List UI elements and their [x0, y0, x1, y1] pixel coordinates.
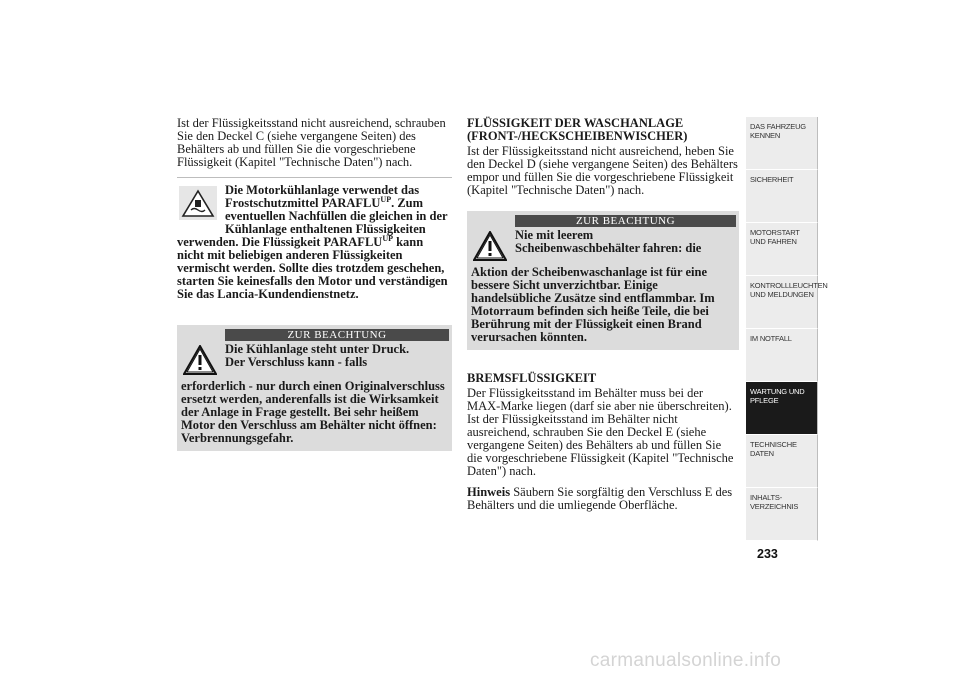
hinweis-text: Säubern Sie sorgfältig den Verschluss E des Behälters und die umliegende Oberfläche. [467, 485, 733, 512]
tab-im-notfall[interactable]: IM NOTFALL [746, 329, 818, 382]
note-line-3: eventuellen Nachfüllen die gleichen in der Kühlanlage enthaltenen Flüssigkeiten verwenden. Die Flüssigkeit PARAFLU [177, 209, 448, 249]
coolant-note [177, 178, 452, 301]
hinweis-paragraph [467, 486, 739, 512]
warning-triangle-icon [473, 231, 507, 264]
warning-header: ZUR BEACHTUNG [225, 329, 449, 341]
warning-header: ZUR BEACHTUNG [515, 215, 736, 227]
tab-technische-daten[interactable]: TECHNISCHE DATEN [746, 435, 818, 488]
note-line-4: kann nicht mit beliebigen anderen Flüssigkeiten vermischt werden. Sollte dies trotzdem geschehen, starten Sie keinesfalls den Motor und verständigen Sie das Lancia-Kundendienstnetz. [177, 235, 448, 301]
tab-wartung-und-pflege[interactable]: WARTUNG UND PFLEGE [746, 382, 818, 435]
warning-box-washer [467, 211, 739, 350]
right-column [467, 117, 739, 520]
tab-inhaltsverzeichnis[interactable]: INHALTS-VERZEICHNIS [746, 488, 818, 541]
tab-motorstart-und-fahren[interactable]: MOTORSTART UND FAHREN [746, 223, 818, 276]
note-line-2a: Frostschutzmittel PARAFLU [225, 196, 381, 210]
heading-washer-fluid: FLÜSSIGKEIT DER WASCHANLAGE (FRONT-/HECKSCHEIBENWISCHER) [467, 116, 688, 143]
intro-paragraph: Ist der Flüssigkeitsstand nicht ausreichend, schrauben Sie den Deckel C (siehe vergangene Seiten) des Behälters ab und füllen Sie die vorgeschriebene Flüssigkeit (Kapitel "Technische Daten") nach. [177, 116, 446, 169]
heading-brake-fluid: BREMSFLÜSSIGKEIT [467, 371, 597, 385]
tab-kontrollleuchten-und-meldungen[interactable]: KONTROLLLEUCHTEN UND MELDUNGEN [746, 276, 818, 329]
warning-line-2: Scheibenwaschbehälter fahren: die [515, 241, 702, 255]
note-line-1: Die Motorkühlanlage verwendet das [225, 183, 420, 197]
left-column [177, 117, 452, 451]
coolant-reservoir-icon [179, 186, 217, 223]
warning-line-2: Der Verschluss kann - falls [225, 355, 368, 369]
washer-paragraph: Ist der Flüssigkeitsstand nicht ausreichend, heben Sie den Deckel D (siehe vergangene Seiten) des Behälters empor und füllen Sie die vorgeschriebene Flüssigkeit (Kapitel "Technische Daten") nach. [467, 144, 738, 197]
note-sup-2: UP [382, 233, 393, 243]
warning-triangle-icon [183, 345, 217, 378]
warning-line-1: Die Kühlanlage steht unter Druck. [225, 342, 410, 356]
tab-das-fahrzeug-kennen[interactable]: DAS FAHRZEUG KENNEN [746, 117, 818, 170]
hinweis-label: Hinweis [467, 485, 511, 499]
watermark: carmanualsonline.info [590, 650, 782, 671]
brake-paragraph: Der Flüssigkeitsstand im Behälter muss bei der MAX-Marke liegen (darf sie aber nie überschreiten). Ist der Flüssigkeitsstand im Behälter nicht ausreichend, schrauben Sie den Deckel E (siehe vergangene Seiten) des Behälters ab und füllen Sie die vorgeschriebene Flüssigkeit (Kapitel "Technische Daten") nach. [467, 386, 734, 478]
page-number: 233 [757, 547, 778, 561]
tab-sicherheit[interactable]: SICHERHEIT [746, 170, 818, 223]
chapter-sidebar [746, 117, 828, 541]
note-line-2b: . Zum [391, 196, 424, 210]
note-sup-1: UP [380, 194, 392, 204]
warning-line-1: Nie mit leerem [515, 228, 594, 242]
warning-rest: erforderlich - nur durch einen Originalverschluss ersetzt werden, anderenfalls ist die Wirksamkeit der Anlage in Frage gestellt. Bei sehr heißem Motor den Verschluss am Behälter nicht öffnen: Verbrennungsgefahr. [181, 379, 445, 445]
warning-box-coolant [177, 325, 452, 451]
warning-rest: Aktion der Scheibenwaschanlage ist für eine bessere Sicht unverzichtbar. Einige handelsübliche Zusätze sind entflammbar. Im Motorraum befinden sich heiße Teile, die bei Berührung mit der Flüssigkeit einen Brand verursachen könnten. [471, 265, 715, 344]
